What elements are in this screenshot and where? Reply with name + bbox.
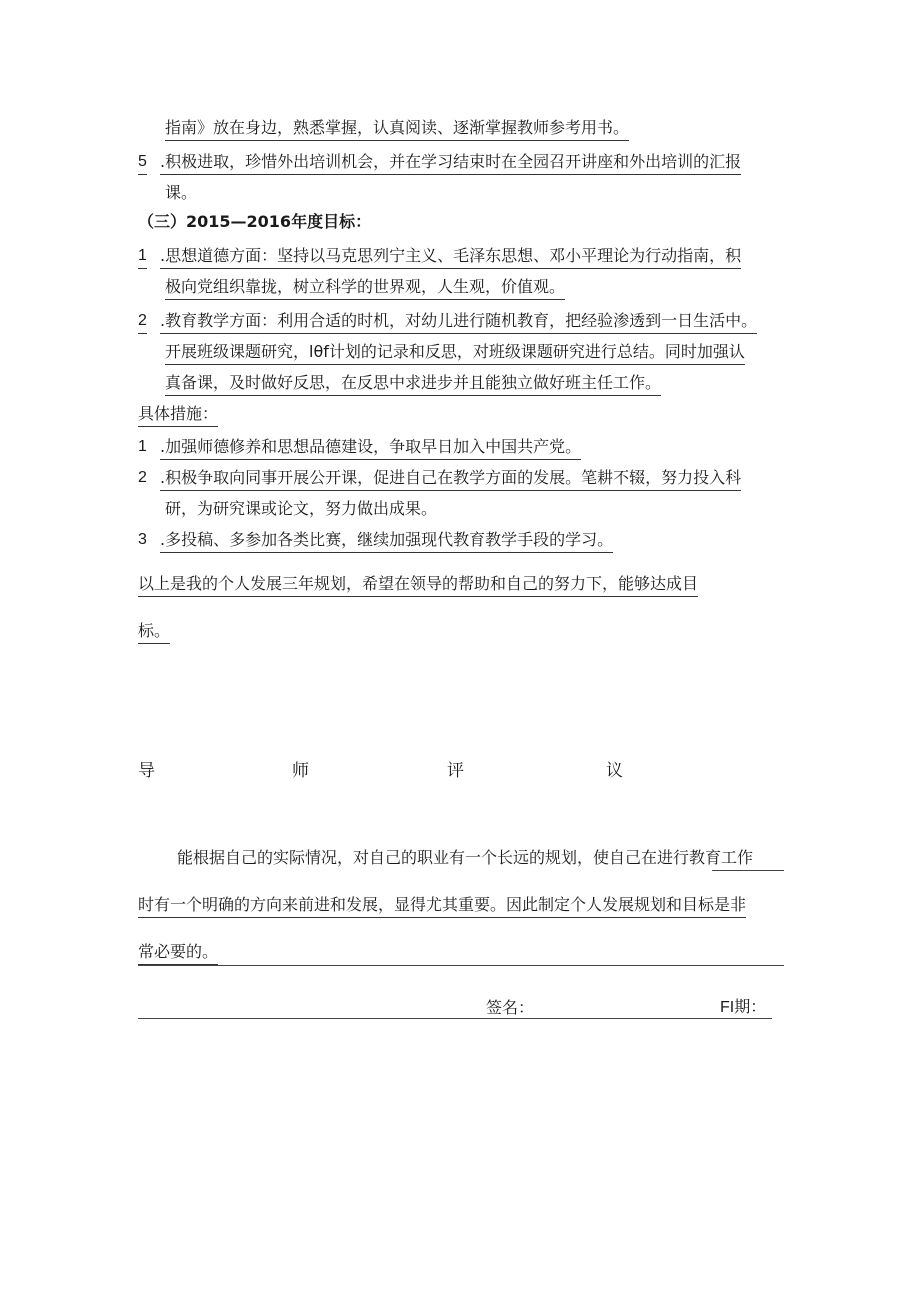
text-line: 标。: [138, 620, 170, 644]
date-label: FI期：: [720, 999, 767, 1016]
text-line: .教育教学方面：利用合适的时机，对幼儿进行随机教育，把经验渗透到一日生活中。: [160, 310, 757, 334]
divider: [138, 965, 784, 966]
item-number: 2: [138, 469, 147, 486]
text-line: .积极争取向同事开展公开课，促进自己在教学方面的发展。笔耕不辍，努力投入科: [160, 467, 741, 491]
signature-line: [138, 1018, 772, 1019]
underline: [712, 870, 784, 871]
item-number: 2: [138, 310, 147, 334]
item-number: 1: [138, 245, 147, 269]
text-line: .积极进取，珍惜外出培训机会，并在学习结束时在全园召开讲座和外出培训的汇报: [160, 151, 741, 175]
text-line: 课。: [165, 183, 198, 202]
review-heading-char: 议: [606, 761, 623, 781]
text-line: 开展班级课题研究，lθf计划的记录和反思，对班级课题研究进行总结。同时加强认: [165, 341, 745, 365]
review-heading-char: 导: [138, 761, 155, 781]
item-number: 1: [138, 438, 147, 455]
item-number: 3: [138, 531, 147, 548]
text-line: .加强师德修养和思想品德建设，争取早日加入中国共产党。: [160, 436, 581, 460]
subheading: 具体措施：: [138, 403, 218, 427]
signature-label: 签名：: [486, 998, 535, 1017]
review-text: 常必要的。: [138, 941, 218, 965]
text-line: 以上是我的个人发展三年规划，希望在领导的帮助和自己的努力下，能够达成目: [138, 573, 698, 597]
review-heading-char: 评: [447, 761, 464, 781]
review-text: 能根据自己的实际情况，对自己的职业有一个长远的规划，使自己在进行教育工作: [177, 848, 754, 867]
text-line: 研，为研究课或论文，努力做出成果。: [165, 499, 438, 518]
text-line: .多投稿、多参加各类比赛，继续加强现代教育教学手段的学习。: [160, 529, 613, 553]
review-heading-char: 师: [292, 761, 309, 781]
review-text: 时有一个明确的方向来前进和发展，显得尤其重要。因此制定个人发展规划和目标是非: [138, 894, 746, 918]
text-line: .思想道德方面：坚持以马克思列宁主义、毛泽东思想、邓小平理论为行动指南，积: [160, 245, 741, 269]
text-line: 极向党组织靠拢，树立科学的世界观，人生观，价值观。: [165, 276, 565, 300]
item-number: 5: [138, 151, 147, 175]
text-line: 真备课，及时做好反思，在反思中求进步并且能独立做好班主任工作。: [165, 372, 661, 396]
text-line: 指南》放在身边，熟悉掌握，认真阅读、逐渐掌握教师参考用书。: [165, 117, 629, 141]
section-heading: （三）2015—2016年度目标：: [138, 212, 372, 231]
